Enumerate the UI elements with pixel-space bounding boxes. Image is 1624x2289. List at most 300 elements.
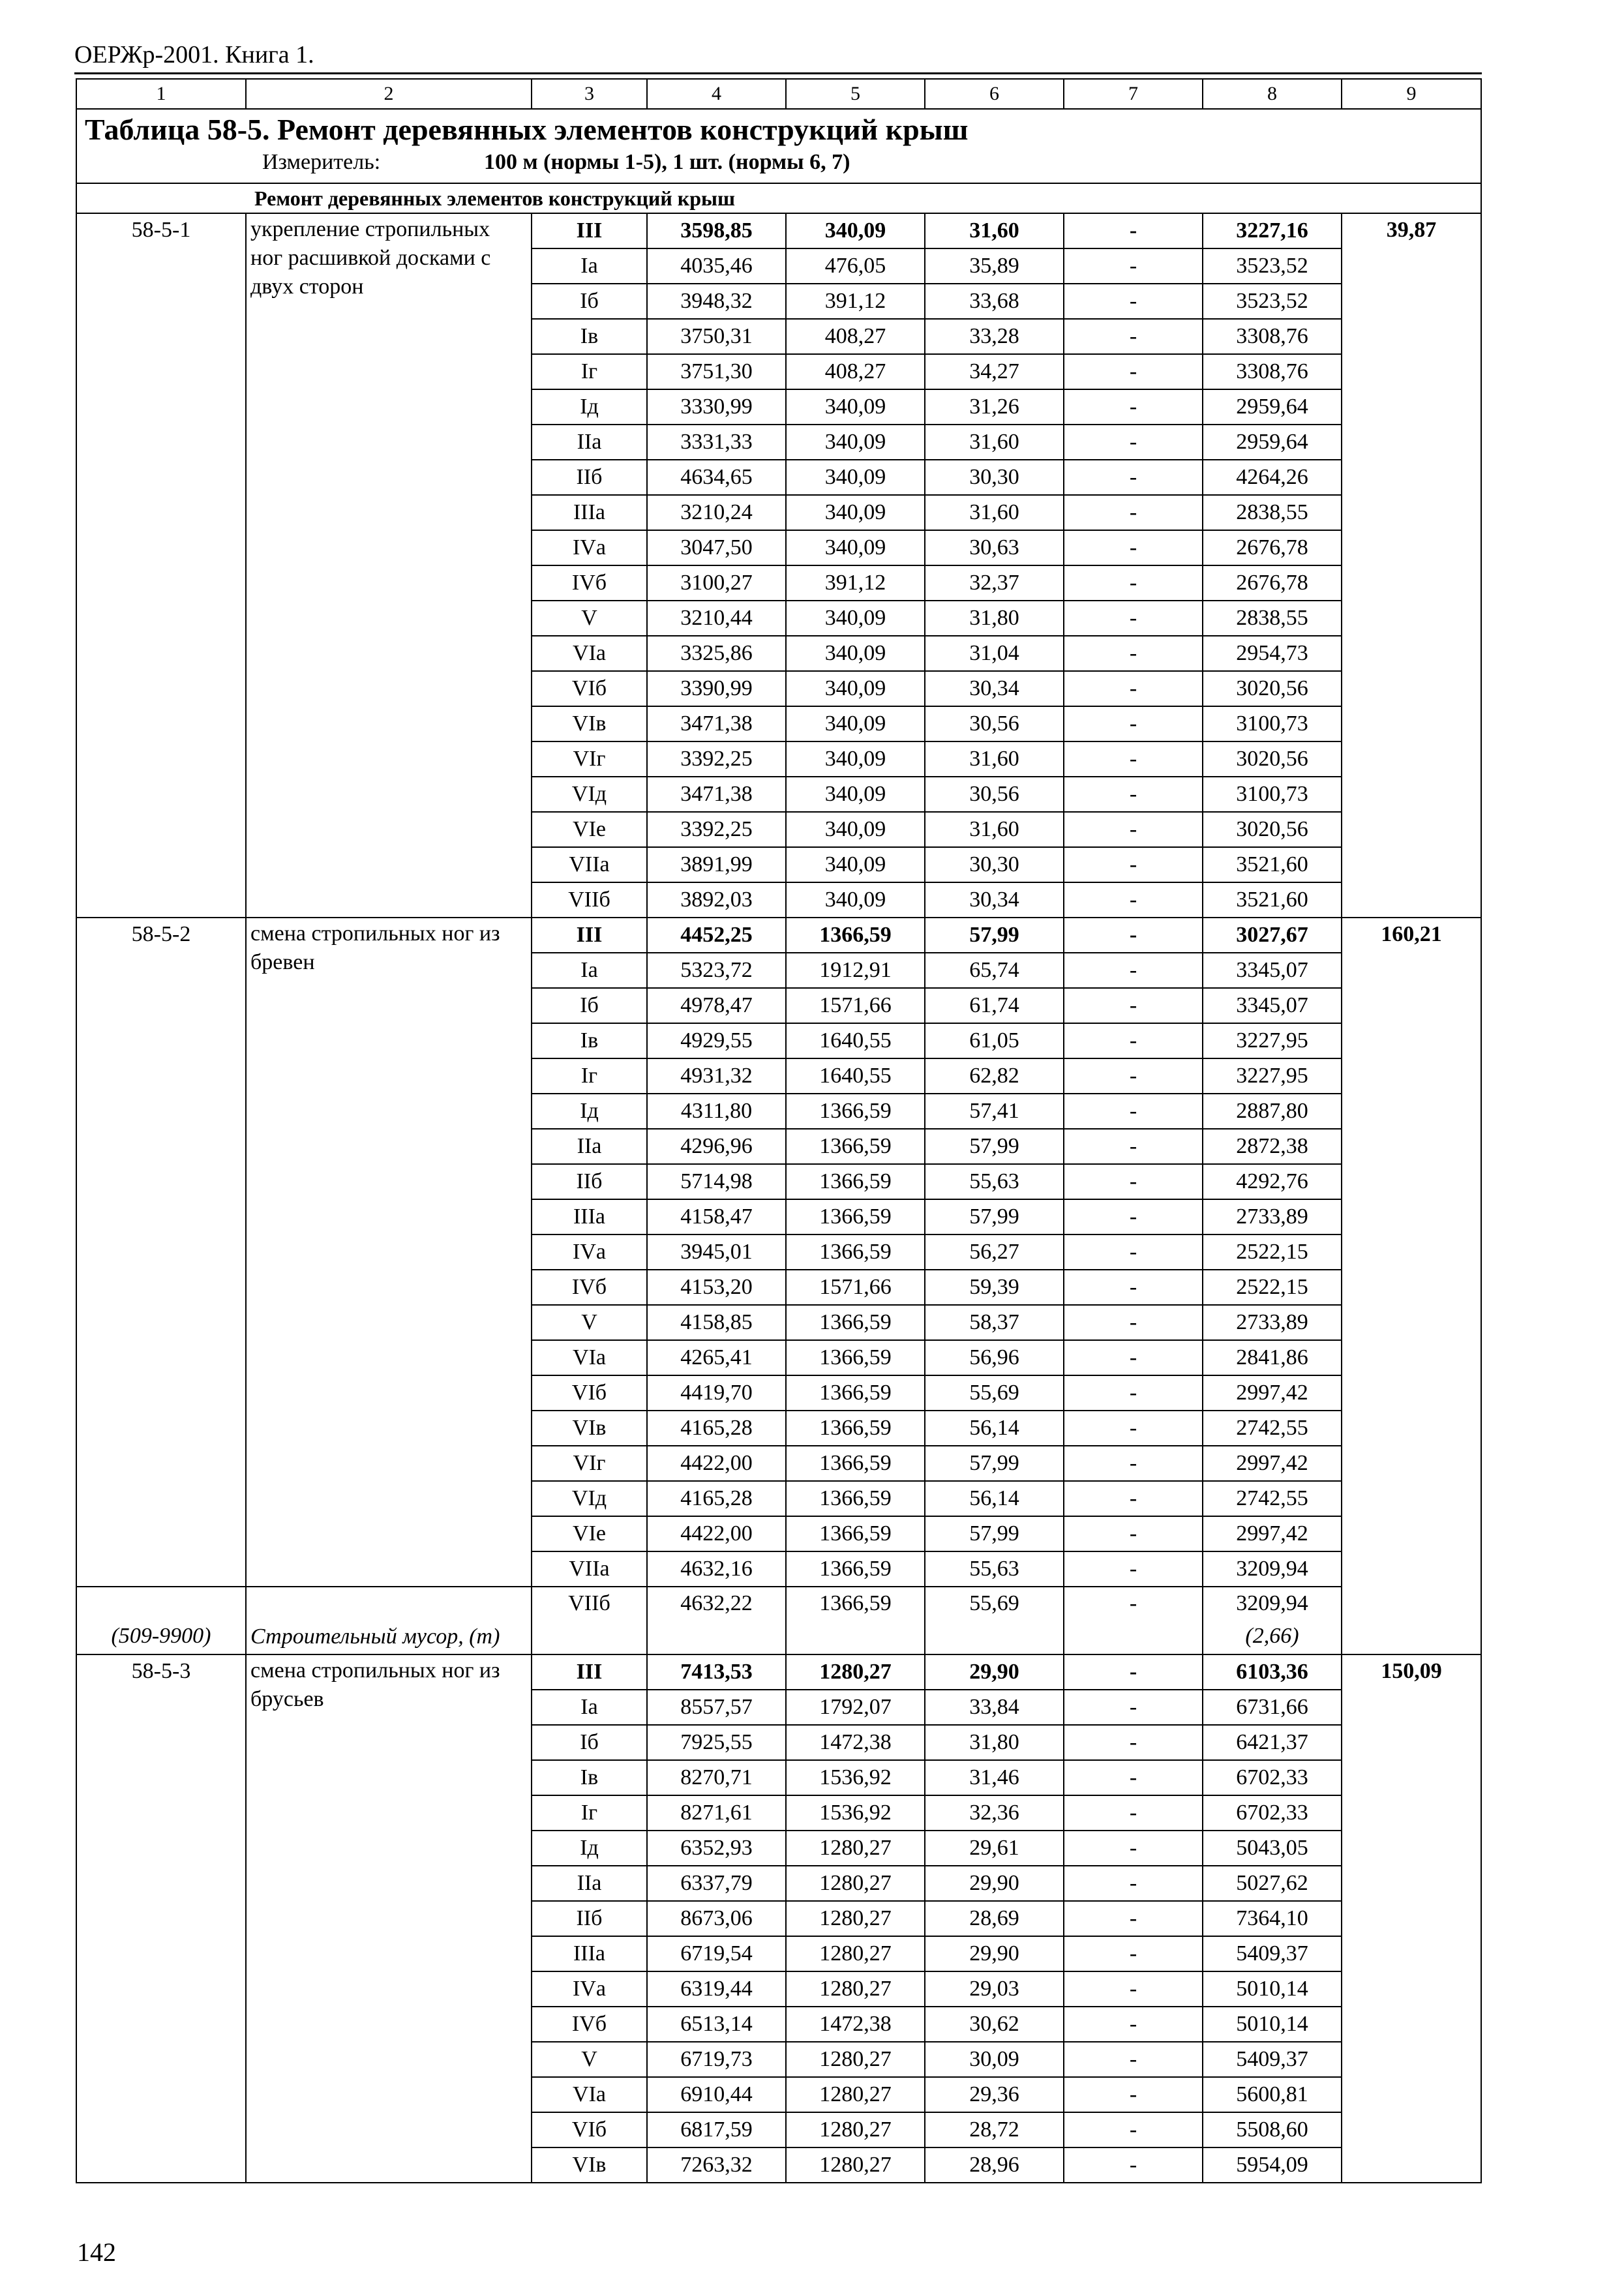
- cell-value: 340,09: [824, 535, 886, 560]
- table-cell: [1203, 812, 1342, 847]
- territory-class: [532, 2007, 647, 2042]
- cell-value: 5954,09: [1236, 2153, 1308, 2177]
- cell-value: 29,90: [969, 1941, 1019, 1966]
- territory-class-label: IVа: [573, 535, 606, 560]
- territory-class-label: Iб: [580, 993, 599, 1017]
- resource-code-cell: [76, 1587, 246, 1654]
- cell-value: 2887,80: [1236, 1099, 1308, 1123]
- cell-value: 3392,25: [680, 747, 753, 771]
- table-cell: [1064, 1481, 1203, 1516]
- cell-value: 340,09: [824, 888, 886, 912]
- cell-value: 5043,05: [1236, 1836, 1308, 1860]
- column-number-row: [76, 79, 1481, 109]
- cell-value: -: [1129, 1275, 1137, 1299]
- territory-class-label: IIа: [577, 1871, 602, 1895]
- cell-value: 3209,94: [1236, 1591, 1308, 1615]
- table-cell: [1064, 1129, 1203, 1164]
- cell-value: -: [1129, 1521, 1137, 1546]
- table-cell: [786, 1725, 925, 1760]
- table-cell: [647, 1340, 786, 1375]
- table-cell: [1203, 1023, 1342, 1058]
- cell-value: 340,09: [824, 817, 886, 841]
- cell-value: 2742,55: [1236, 1486, 1308, 1510]
- cell-value: 56,27: [969, 1240, 1019, 1264]
- cell-value: -: [1129, 2047, 1137, 2071]
- cell-value: 4265,41: [680, 1345, 753, 1369]
- cell-value: 1280,27: [819, 1660, 892, 1684]
- cell-value: 1792,07: [819, 1695, 892, 1719]
- cell-value: 4931,32: [680, 1064, 753, 1088]
- cell-value: 1366,59: [819, 1240, 892, 1264]
- cell-value: 3227,95: [1236, 1028, 1308, 1053]
- measure-value: 100 м (нормы 1-5), 1 шт. (нормы 6, 7): [484, 150, 850, 174]
- table-cell: [1203, 389, 1342, 425]
- territory-class-label: VIг: [573, 1451, 606, 1475]
- column-number: 7: [1064, 79, 1203, 109]
- territory-class: [532, 1654, 647, 1690]
- table-cell: [1203, 565, 1342, 601]
- section-title: Ремонт деревянных элементов конструкций крыш: [76, 183, 1481, 213]
- table-cell: [647, 354, 786, 389]
- table-cell: [1064, 389, 1203, 425]
- table-cell: [786, 2042, 925, 2077]
- table-cell: [647, 1760, 786, 1795]
- cell-value: 31,60: [969, 817, 1019, 841]
- cell-value: -: [1129, 1416, 1137, 1440]
- territory-class-label: IVб: [571, 1275, 607, 1299]
- table-cell: [786, 1411, 925, 1446]
- territory-class: [532, 636, 647, 671]
- table-cell: [647, 565, 786, 601]
- cell-value: 1640,55: [819, 1064, 892, 1088]
- cell-value: 30,30: [969, 852, 1019, 876]
- table-cell: [1203, 248, 1342, 284]
- table-cell: [1203, 284, 1342, 319]
- table-cell: [647, 1375, 786, 1411]
- table-cell: [1064, 882, 1203, 918]
- table-cell: [786, 1831, 925, 1866]
- cell-value: -: [1129, 1345, 1137, 1369]
- territory-class: [532, 777, 647, 812]
- table-cell: [647, 1831, 786, 1866]
- table-cell: [647, 1481, 786, 1516]
- cell-value: 3331,33: [680, 430, 753, 454]
- table-cell: [925, 953, 1064, 988]
- cell-value: -: [1129, 2117, 1137, 2142]
- table-cell: [786, 2112, 925, 2147]
- table-cell: [786, 1654, 925, 1690]
- cell-value: 1280,27: [819, 1836, 892, 1860]
- table-cell: [647, 1270, 786, 1305]
- table-cell: [1064, 1551, 1203, 1587]
- territory-class: [532, 1901, 647, 1936]
- table-cell: [925, 1340, 1064, 1375]
- table-cell: [1064, 1516, 1203, 1551]
- territory-class: [532, 389, 647, 425]
- measure-line: [85, 146, 1473, 179]
- territory-class-label: Iб: [580, 289, 599, 313]
- cell-value: 4158,85: [680, 1310, 753, 1334]
- territory-class-label: IIб: [576, 465, 603, 489]
- cell-value: 1571,66: [819, 1275, 892, 1299]
- header-divider: [74, 72, 1482, 74]
- cell-value: 2522,15: [1236, 1275, 1308, 1299]
- cell-value: 28,96: [969, 2153, 1019, 2177]
- table-cell: [1203, 1058, 1342, 1094]
- cell-value: 34,27: [969, 359, 1019, 383]
- table-cell: [925, 706, 1064, 741]
- table-cell: [1064, 2042, 1203, 2077]
- table-cell: [1203, 425, 1342, 460]
- table-cell: [925, 636, 1064, 671]
- cell-value: 55,69: [969, 1381, 1019, 1405]
- cell-value: 1366,59: [819, 1310, 892, 1334]
- cell-value: 2733,89: [1236, 1310, 1308, 1334]
- table-cell: [786, 1023, 925, 1058]
- table-cell: [925, 1971, 1064, 2007]
- territory-class: [532, 1795, 647, 1831]
- cell-value: 1536,92: [819, 1765, 892, 1789]
- table-cell: [647, 1411, 786, 1446]
- territory-class-label: Iд: [580, 1836, 599, 1860]
- table-cell: [647, 706, 786, 741]
- cell-value: -: [1129, 500, 1137, 524]
- cell-value: 2838,55: [1236, 500, 1308, 524]
- table-cell: [925, 671, 1064, 706]
- column-number: 8: [1203, 79, 1342, 109]
- cell-value: -: [1129, 1064, 1137, 1088]
- cell-value: 57,99: [969, 1521, 1019, 1546]
- cell-value: 56,14: [969, 1486, 1019, 1510]
- table-cell: [647, 284, 786, 319]
- territory-class-label: IVа: [573, 1240, 606, 1264]
- table-cell: [786, 2077, 925, 2112]
- table-cell: [786, 882, 925, 918]
- table-cell: [647, 425, 786, 460]
- table-cell: [925, 1587, 1064, 1654]
- table-cell: [1203, 882, 1342, 918]
- table-cell: [1203, 636, 1342, 671]
- cell-value: 4165,28: [680, 1416, 753, 1440]
- table-cell: [1064, 847, 1203, 882]
- table-cell: [1064, 2077, 1203, 2112]
- table-cell: [1203, 1690, 1342, 1725]
- territory-class: [532, 2042, 647, 2077]
- cell-value: -: [1129, 1134, 1137, 1158]
- table-cell: [1064, 777, 1203, 812]
- territory-class-label: V: [581, 2047, 597, 2071]
- territory-class: [532, 1516, 647, 1551]
- table-cell: [647, 1690, 786, 1725]
- cell-value: 57,99: [969, 1134, 1019, 1158]
- cell-value: -: [1129, 1730, 1137, 1754]
- cell-value: 1280,27: [819, 2047, 892, 2071]
- cell-value: -: [1129, 571, 1137, 595]
- cell-value: 1280,27: [819, 2153, 892, 2177]
- table-cell: [1203, 1375, 1342, 1411]
- cell-value: 6910,44: [680, 2082, 753, 2106]
- table-cell: [647, 847, 786, 882]
- cell-value: 3948,32: [680, 289, 753, 313]
- cell-value: 1472,38: [819, 2012, 892, 2036]
- table-cell: [1064, 601, 1203, 636]
- cell-value: 31,80: [969, 1730, 1019, 1754]
- cell-value: -: [1129, 676, 1137, 700]
- cell-value: 4422,00: [680, 1451, 753, 1475]
- cell-value: 32,37: [969, 571, 1019, 595]
- cell-value: 340,09: [824, 430, 886, 454]
- table-cell: [1064, 1795, 1203, 1831]
- table-cell: [647, 812, 786, 847]
- table-cell: [925, 1411, 1064, 1446]
- table-cell: [1203, 918, 1342, 953]
- cell-value: 5323,72: [680, 958, 753, 982]
- table-cell: [925, 2077, 1064, 2112]
- territory-class: [532, 460, 647, 495]
- territory-class: [532, 1446, 647, 1481]
- cell-value: 4632,22: [680, 1591, 753, 1615]
- cell-value: 3471,38: [680, 782, 753, 806]
- territory-class-label: Iа: [580, 1695, 598, 1719]
- cell-value: 4632,16: [680, 1557, 753, 1581]
- cell-value: 6103,36: [1236, 1660, 1308, 1684]
- column-number: 6: [925, 79, 1064, 109]
- table-cell: [647, 918, 786, 953]
- table-cell: [1203, 988, 1342, 1023]
- cell-value: 3020,56: [1236, 817, 1308, 841]
- cell-value: 5508,60: [1236, 2117, 1308, 2142]
- table-cell: [925, 1305, 1064, 1340]
- table-cell: [1203, 953, 1342, 988]
- table-cell: [1203, 1551, 1342, 1587]
- cell-value: 6719,73: [680, 2047, 753, 2071]
- cell-value: 6337,79: [680, 1871, 753, 1895]
- table-cell: [647, 319, 786, 354]
- territory-class-label: VIг: [573, 747, 606, 771]
- cell-value: 3598,85: [680, 218, 753, 243]
- territory-class: [532, 988, 647, 1023]
- table-cell: [647, 1654, 786, 1690]
- table-cell: [786, 1516, 925, 1551]
- table-cell: [925, 1516, 1064, 1551]
- table-cell: [925, 389, 1064, 425]
- table-cell: [925, 741, 1064, 777]
- territory-class-label: VIб: [571, 1381, 607, 1405]
- territory-class: [532, 1725, 647, 1760]
- cell-value: 3523,52: [1236, 289, 1308, 313]
- column-number: 1: [76, 79, 246, 109]
- table-cell: [925, 1270, 1064, 1305]
- table-cell: [925, 213, 1064, 248]
- territory-class: [532, 1129, 647, 1164]
- cell-value: 31,80: [969, 606, 1019, 630]
- table-cell: [1203, 1199, 1342, 1234]
- table-cell: [647, 213, 786, 248]
- cell-value: 5010,14: [1236, 2012, 1308, 2036]
- table-cell: [647, 1551, 786, 1587]
- cell-value: 3325,86: [680, 641, 753, 665]
- cell-value: 31,60: [969, 747, 1019, 771]
- table-cell: [1064, 1936, 1203, 1971]
- table-cell: [1064, 812, 1203, 847]
- cell-value: 1472,38: [819, 1730, 892, 1754]
- table-cell: [786, 1971, 925, 2007]
- cell-value: 3100,73: [1236, 711, 1308, 736]
- cell-value: -: [1129, 1906, 1137, 1930]
- table-cell: [1203, 1094, 1342, 1129]
- table-cell: [1064, 741, 1203, 777]
- table-cell: [925, 918, 1064, 953]
- table-cell: [925, 1058, 1064, 1094]
- territory-class: [532, 918, 647, 953]
- cell-value: 4153,20: [680, 1275, 753, 1299]
- cell-value: 59,39: [969, 1275, 1019, 1299]
- table-cell: [925, 565, 1064, 601]
- cell-value: 4452,25: [680, 923, 753, 947]
- table-cell: [1203, 1516, 1342, 1551]
- cell-value: 340,09: [824, 218, 886, 243]
- cell-value: 3047,50: [680, 535, 753, 560]
- table-cell: [1203, 530, 1342, 565]
- cell-value: -: [1129, 218, 1137, 243]
- cell-value: 58,37: [969, 1310, 1019, 1334]
- territory-class-label: Iд: [580, 1099, 599, 1123]
- territory-class-label: VIа: [573, 2082, 606, 2106]
- cell-value: 1536,92: [819, 1801, 892, 1825]
- cell-value: 2959,64: [1236, 430, 1308, 454]
- table-cell: [1203, 1270, 1342, 1305]
- cell-value: 408,27: [824, 324, 886, 348]
- cell-value: 29,90: [969, 1871, 1019, 1895]
- table-cell: [925, 1795, 1064, 1831]
- cell-value: 1366,59: [819, 1169, 892, 1193]
- territory-class: [532, 248, 647, 284]
- table-cell: [786, 1760, 925, 1795]
- table-cell: [1064, 1446, 1203, 1481]
- cell-value: 32,36: [969, 1801, 1019, 1825]
- table-cell: [1203, 1866, 1342, 1901]
- cell-value: 3392,25: [680, 817, 753, 841]
- cell-value: 57,99: [969, 1451, 1019, 1475]
- table-cell: [647, 1164, 786, 1199]
- cell-value: 8270,71: [680, 1765, 753, 1789]
- territory-class-label: IVб: [571, 2012, 607, 2036]
- table-cell: [925, 1901, 1064, 1936]
- table-cell: [925, 530, 1064, 565]
- territory-class-label: VIе: [573, 817, 606, 841]
- cell-value: 31,60: [969, 500, 1019, 524]
- territory-class-label: VIIа: [569, 1557, 610, 1581]
- table-cell: [925, 1831, 1064, 1866]
- table-cell: [786, 1164, 925, 1199]
- cell-value: 6513,14: [680, 2012, 753, 2036]
- cell-value: 6702,33: [1236, 1801, 1308, 1825]
- cell-value: 3330,99: [680, 395, 753, 419]
- table-cell: [786, 706, 925, 741]
- territory-class-label: VIIа: [569, 852, 610, 876]
- table-cell: [647, 1094, 786, 1129]
- table-cell: [1064, 918, 1203, 953]
- cell-value: 29,61: [969, 1836, 1019, 1860]
- cell-value: 3020,56: [1236, 676, 1308, 700]
- territory-class-label: VIд: [571, 1486, 607, 1510]
- cell-value: -: [1129, 641, 1137, 665]
- table-cell: [1203, 1760, 1342, 1795]
- table-cell: [925, 1654, 1064, 1690]
- table-cell: [925, 2042, 1064, 2077]
- table-cell: [1203, 354, 1342, 389]
- table-cell: [925, 460, 1064, 495]
- territory-class-label: III: [576, 923, 603, 947]
- table-cell: [1064, 706, 1203, 741]
- cell-value: 340,09: [824, 676, 886, 700]
- territory-class-label: V: [581, 606, 597, 630]
- table-cell: [1203, 1654, 1342, 1690]
- table-cell: [925, 1023, 1064, 1058]
- table-cell: [1064, 1760, 1203, 1795]
- table-cell: [925, 1936, 1064, 1971]
- cell-value: -: [1129, 1660, 1137, 1684]
- cell-value: -: [1129, 606, 1137, 630]
- table-cell: [1064, 1831, 1203, 1866]
- table-cell: [786, 1375, 925, 1411]
- territory-class-label: Iв: [580, 1765, 599, 1789]
- cell-value: 1571,66: [819, 993, 892, 1017]
- table-cell: [647, 1305, 786, 1340]
- territory-class: [532, 284, 647, 319]
- cell-value: 30,62: [969, 2012, 1019, 2036]
- cell-value: 56,96: [969, 1345, 1019, 1369]
- table-cell: [786, 1866, 925, 1901]
- resource-code: (509-9900): [111, 1624, 211, 1648]
- cell-value: -: [1129, 1591, 1137, 1615]
- territory-class: [532, 1023, 647, 1058]
- table-cell: [647, 777, 786, 812]
- resource-quantity: (2,66): [1245, 1624, 1299, 1648]
- cell-value: 55,69: [969, 1591, 1019, 1615]
- table-cell: [1064, 988, 1203, 1023]
- table-cell: [786, 1936, 925, 1971]
- territory-class: [532, 1234, 647, 1270]
- territory-class: [532, 1690, 647, 1725]
- table-cell: [647, 1725, 786, 1760]
- table-title-cell: [76, 109, 1481, 183]
- table-cell: [1064, 1901, 1203, 1936]
- cell-value: 8673,06: [680, 1906, 753, 1930]
- table-cell: [1064, 1375, 1203, 1411]
- table-cell: [1064, 636, 1203, 671]
- cell-value: -: [1129, 1240, 1137, 1264]
- territory-class: [532, 2077, 647, 2112]
- cell-value: 8271,61: [680, 1801, 753, 1825]
- table-cell: [925, 988, 1064, 1023]
- table-row: [76, 1587, 1481, 1654]
- cell-value: 33,68: [969, 289, 1019, 313]
- table-cell: [1064, 2147, 1203, 2183]
- territory-class: [532, 1831, 647, 1866]
- cell-value: 7413,53: [680, 1660, 753, 1684]
- table-cell: [786, 636, 925, 671]
- territory-class-label: IIIа: [573, 500, 606, 524]
- cell-value: 3100,27: [680, 571, 753, 595]
- cell-value: 2997,42: [1236, 1521, 1308, 1546]
- territory-class: [532, 354, 647, 389]
- cell-value: -: [1129, 1204, 1137, 1229]
- table-cell: [786, 1199, 925, 1234]
- cell-value: 4165,28: [680, 1486, 753, 1510]
- cell-value: 2676,78: [1236, 571, 1308, 595]
- norms-table: [76, 78, 1482, 2183]
